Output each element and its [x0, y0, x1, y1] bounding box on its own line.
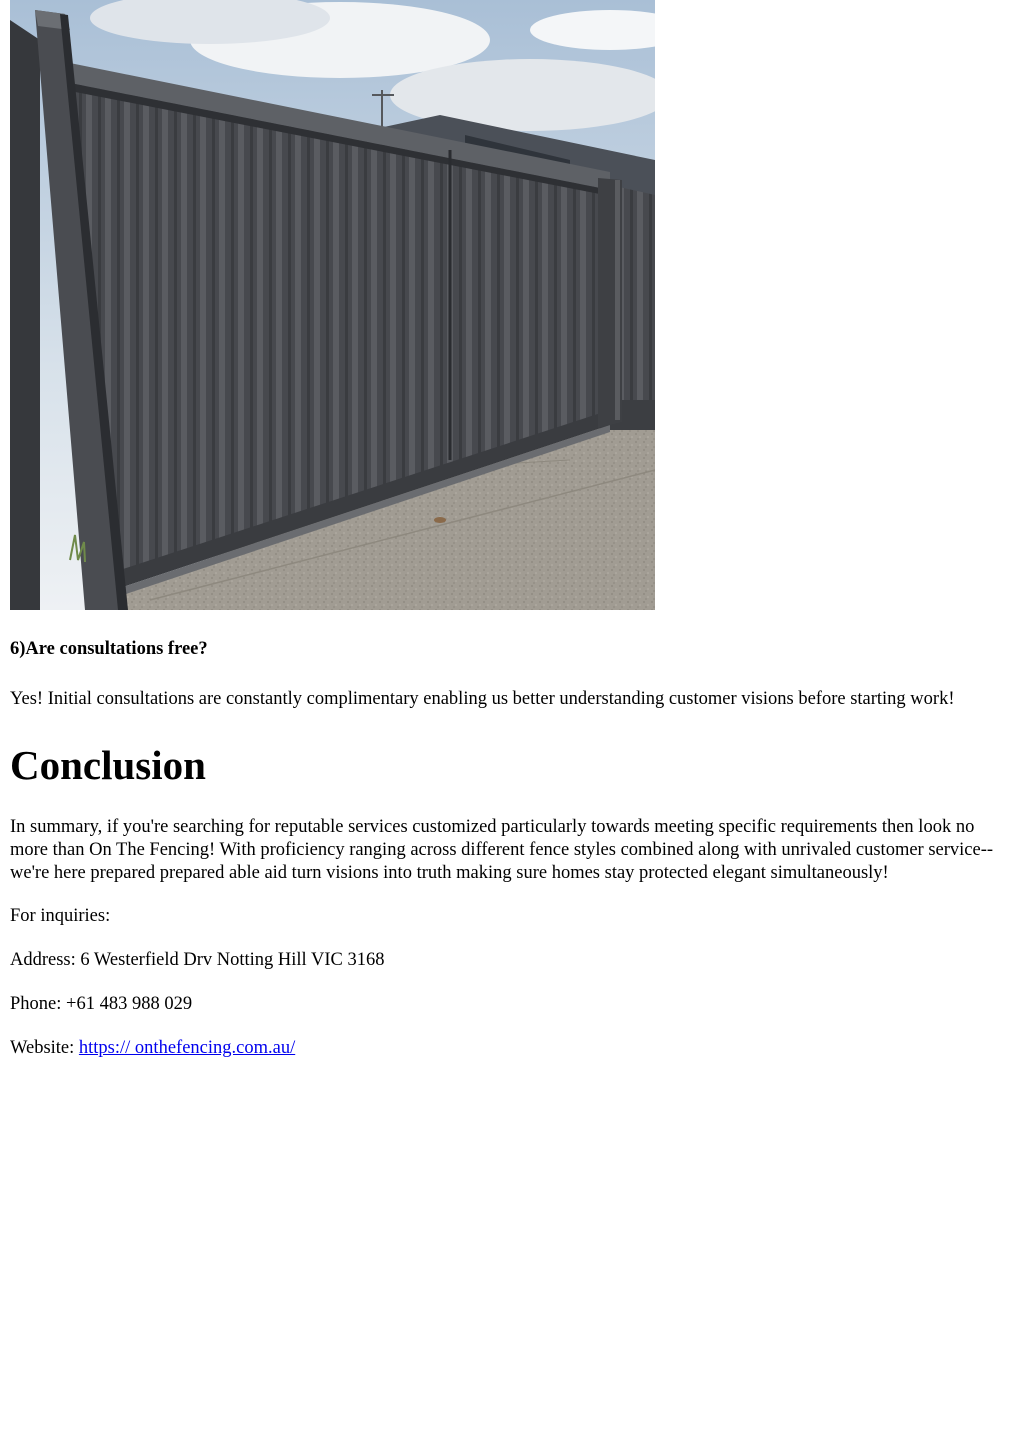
inquiries-intro: For inquiries: [10, 906, 111, 926]
faq-answer: Yes! Initial consultations are constantly complimentary enabling us better understanding customer visions before starting work! [10, 689, 955, 709]
website-label: Website: [10, 1038, 79, 1058]
document-page [10, 0, 1014, 1060]
contact-website [10, 1037, 1014, 1060]
conclusion-summary: In summary, if you're searching for reputable services customized particularly towards meeting specific requirements then look no more than On The Fencing! With proficiency ranging across different fence styles combined along with unrivaled customer service-- we're here prepared prepared able aid turn visions into truth making sure homes stay protected elegant simultaneously! [10, 817, 994, 883]
website-link[interactable]: https:// onthefencing.com.au/ [78, 1038, 296, 1058]
contact-address: Address: 6 Westerfield Drv Notting Hill VIC 3168 [10, 950, 385, 970]
contact-phone: Phone: +61 483 988 029 [10, 994, 193, 1014]
fence-photo [10, 0, 655, 610]
conclusion-heading: Conclusion [10, 742, 206, 788]
faq-question: 6)Are consultations free? [10, 639, 208, 659]
